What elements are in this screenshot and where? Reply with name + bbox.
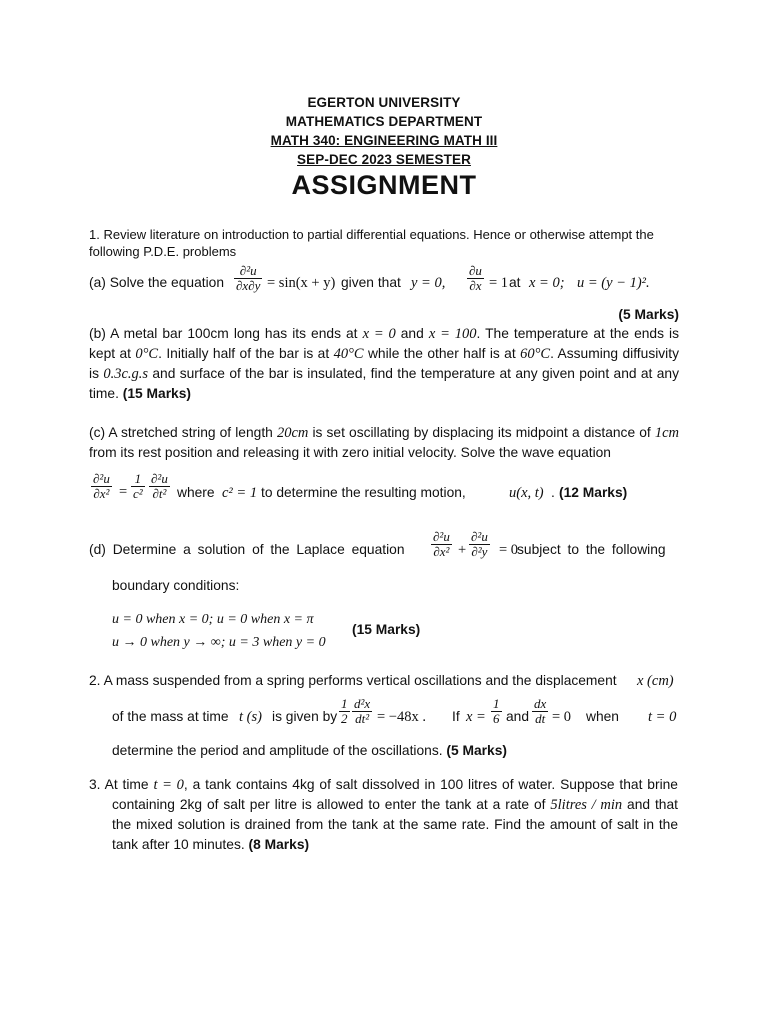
q1a-lead: (a) Solve the equation bbox=[89, 275, 224, 290]
q1b-text: (b) A metal bar 100cm long has its ends at x = 0 and x = 100. The temperature at the ends is kept at 0°C. Initially half of the bar is at 40°C while the other half is at 60°C. Assuming diffusivity is 0.3c.g.s and surface of the bar is insulated, find the temperature at any given point and at any time. (15 Marks) bbox=[89, 326, 679, 401]
q1c-d2u-dx2-fraction: $\frac{\text{∂²u}}{\text{∂x²}}$ bbox=[93, 471, 110, 501]
q1a-pde-fraction: $\frac{\text{∂²u}}{\partial x\partial y}$ bbox=[236, 263, 261, 293]
q1c-wave-line: $\frac{\text{∂²u}}{\text{∂x²}}$ = $\frac{1}{\text{c²}}$ $\frac{\text{∂²u}}{\text{∂t²}}$ where c² = 1 to determine the resulting motion, u(x, t) . (12 Marks) bbox=[93, 471, 628, 501]
q2-one-sixth-fraction: $\frac{1}{6}$ bbox=[493, 696, 500, 726]
q1a-cond1: y = 0, bbox=[411, 275, 446, 291]
q2-d2x-dt2-fraction: $\frac{\text{d²x}}{\text{dt²}}$ bbox=[354, 696, 371, 726]
q1d-d2u-dy2-fraction: $\frac{\text{∂²u}}{\text{∂²y}}$ bbox=[471, 529, 488, 559]
q1c-text: (c) A stretched string of length 20cm is set oscillating by displacing its midpoint a distance of 1cm from its rest position and releasing it with zero initial velocity. Solve the wave equation bbox=[89, 425, 679, 460]
department-name: MATHEMATICS DEPARTMENT bbox=[285, 114, 483, 129]
university-name: EGERTON UNIVERSITY bbox=[307, 95, 461, 110]
q1a-at: at bbox=[509, 275, 521, 290]
q1a-marks: (5 Marks) bbox=[618, 307, 679, 322]
q2-dx-dt-fraction: $\frac{dx}{dt}$ bbox=[534, 696, 547, 726]
q2-half-fraction: $\frac{1}{2}$ bbox=[341, 696, 348, 726]
q1-intro: 1. Review literature on introduction to partial differential equations. Hence or otherwise attempt the following P.D.E. problems bbox=[89, 227, 654, 259]
q1c-marks: (12 Marks) bbox=[559, 485, 628, 500]
q1a-cond4: u = (y − 1)². bbox=[577, 275, 650, 291]
q1c-d2u-dt2-fraction: $\frac{\text{∂²u}}{\text{∂t²}}$ bbox=[151, 471, 168, 501]
q2-marks: (5 Marks) bbox=[446, 743, 507, 758]
q2-line1: 2. A mass suspended from a spring performs vertical oscillations and the displacement x (cm) bbox=[89, 673, 674, 689]
q1d-d2u-dx2-fraction: $\frac{\text{∂²u}}{\text{∂x²}}$ bbox=[433, 529, 450, 559]
q1d-bc2: u → 0 when y → ∞; u = 3 when y = 0 bbox=[112, 635, 326, 650]
q1a-cond2: = 1 bbox=[489, 275, 509, 291]
q1d-marks: (15 Marks) bbox=[352, 622, 421, 637]
q1b-marks: (15 Marks) bbox=[122, 386, 192, 401]
q3-text: 3. At time t = 0, a tank contains 4kg of salt dissolved in 100 litres of water. Suppose that brine containing 2kg of salt per litre is allowed to enter the tank at a rate of 5litres / min and that the mixed solution is drained from the tank at the same rate. Find the amount of salt in the tank after 10 minutes. (8 Marks) bbox=[89, 777, 678, 852]
q1a-rhs: = sin(x + y) bbox=[267, 275, 336, 291]
q1d-boundary-label: boundary conditions: bbox=[112, 578, 240, 593]
course-title: MATH 340: ENGINEERING MATH III bbox=[270, 133, 498, 148]
semester-label: SEP-DEC 2023 SEMESTER bbox=[297, 152, 471, 167]
q2-line2: of the mass at time t (s) is given by $\frac{1}{2}$ $\frac{\text{d²x}}{\text{dt²}}$ = −48x . If x = $\frac{1}{6}$ and $\frac{dx}{dt}$ = 0 when t = 0 bbox=[112, 696, 677, 726]
q1a-given: given that bbox=[341, 275, 401, 290]
q1d-line: (d) Determine a solution of the Laplace equation $\frac{\text{∂²u}}{\text{∂x²}}$ + $\frac{\text{∂²u}}{\text{∂²y}}$ = 0 subject to the following bbox=[89, 529, 666, 559]
page-title: ASSIGNMENT bbox=[291, 170, 477, 200]
q1a-line bbox=[89, 262, 679, 304]
q1a-du-dx-fraction: $\frac{\partial u}{\partial x}$ bbox=[469, 263, 482, 293]
q3-marks: (8 Marks) bbox=[248, 837, 310, 852]
q2-line3: determine the period and amplitude of the oscillations. (5 Marks) bbox=[112, 743, 507, 758]
q1a-cond3: x = 0; bbox=[529, 275, 565, 291]
q1d-bc1: u = 0 when x = 0; u = 0 when x = π bbox=[112, 612, 314, 627]
q1c-one-over-c2-fraction: $\frac{1}{\text{c²}}$ bbox=[133, 471, 143, 501]
